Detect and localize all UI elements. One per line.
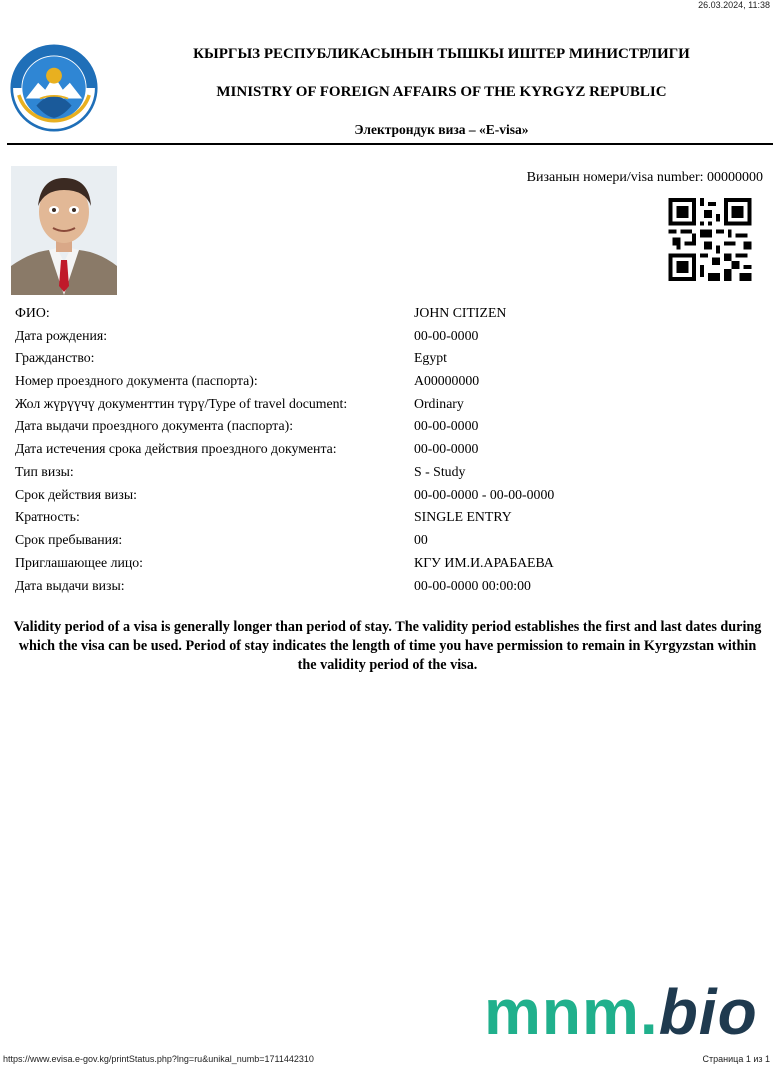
- footer-url: https://www.evisa.e-gov.kg/printStatus.php?lng=ru&unikal_numb=1711442310: [3, 1054, 314, 1064]
- field-row-inviting-party: [15, 555, 755, 577]
- evisa-subtitle: Электрондук виза – «E-visa»: [354, 122, 529, 137]
- field-value: 00-00-0000 00:00:00: [414, 578, 531, 593]
- field-label: Тип визы:: [15, 464, 74, 479]
- kyrgyz-emblem-logo: [10, 44, 98, 132]
- field-row-citizenship: [15, 350, 755, 372]
- field-row-full-name: [15, 305, 755, 327]
- watermark-part1: mnm.: [484, 976, 659, 1048]
- watermark-logo: [484, 976, 758, 1048]
- field-value: 00-00-0000: [414, 441, 479, 456]
- field-row-passport-expiry-date: [15, 441, 755, 463]
- field-label: Номер проездного документа (паспорта):: [15, 373, 258, 388]
- qr-code: [668, 198, 752, 281]
- field-label: Жол жүрүүчү документтин түрү/Type of travel document:: [15, 396, 348, 411]
- field-label: Срок пребывания:: [15, 532, 123, 547]
- field-label: Дата рождения:: [15, 328, 108, 343]
- field-row-entry-multiplicity: [15, 509, 755, 531]
- field-row-stay-duration: [15, 532, 755, 554]
- field-label: Кратность:: [15, 509, 80, 524]
- visa-number: Визанын номери/visa number: 00000000: [526, 170, 763, 185]
- footer-page-number: Страница 1 из 1: [702, 1054, 770, 1064]
- field-row-visa-issue-date: [15, 578, 755, 600]
- print-datetime: 26.03.2024, 11:38: [698, 0, 770, 10]
- applicant-photo: [11, 166, 117, 295]
- field-value: 00-00-0000: [414, 328, 479, 343]
- field-value: S - Study: [414, 464, 466, 479]
- field-label: Гражданство:: [15, 350, 95, 365]
- validity-note: Validity period of a visa is generally longer than period of stay. The validity period establishes the first and last dates during which the visa can be used. Period of stay indicates the length of time you have permission to remain in Kyrgyzstan within the validity period of the visa.: [13, 619, 762, 673]
- field-value: 00: [414, 532, 428, 547]
- field-value: A00000000: [414, 373, 480, 388]
- field-value: 00-00-0000: [414, 418, 479, 433]
- field-row-passport-issue-date: [15, 418, 755, 440]
- field-value: Ordinary: [414, 396, 464, 411]
- field-row-visa-validity: [15, 487, 755, 509]
- field-label: Дата выдачи визы:: [15, 578, 125, 593]
- field-label: Дата истечения срока действия проездного документа:: [15, 441, 337, 456]
- field-value: КГУ ИМ.И.АРАБАЕВА: [414, 555, 554, 570]
- field-row-visa-type: [15, 464, 755, 486]
- field-row-passport-number: [15, 373, 755, 395]
- ministry-title-ky: КЫРГЫЗ РЕСПУБЛИКАСЫНЫН ТЫШКЫ ИШТЕР МИНИСТРЛИГИ: [193, 46, 690, 62]
- field-label: ФИО:: [15, 305, 50, 320]
- ministry-title-en: MINISTRY OF FOREIGN AFFAIRS OF THE KYRGYZ REPUBLIC: [216, 84, 667, 100]
- field-label: Дата выдачи проездного документа (паспорта):: [15, 418, 294, 433]
- field-row-document-type: [15, 396, 755, 418]
- header-divider: [7, 143, 773, 145]
- field-label: Приглашающее лицо:: [15, 555, 143, 570]
- field-label: Срок действия визы:: [15, 487, 137, 502]
- field-value: SINGLE ENTRY: [414, 509, 512, 524]
- field-value: 00-00-0000 - 00-00-0000: [414, 487, 555, 502]
- watermark-part2: bio: [658, 976, 758, 1048]
- field-row-birth-date: [15, 328, 755, 350]
- field-value: JOHN CITIZEN: [414, 305, 507, 320]
- field-value: Egypt: [414, 350, 447, 365]
